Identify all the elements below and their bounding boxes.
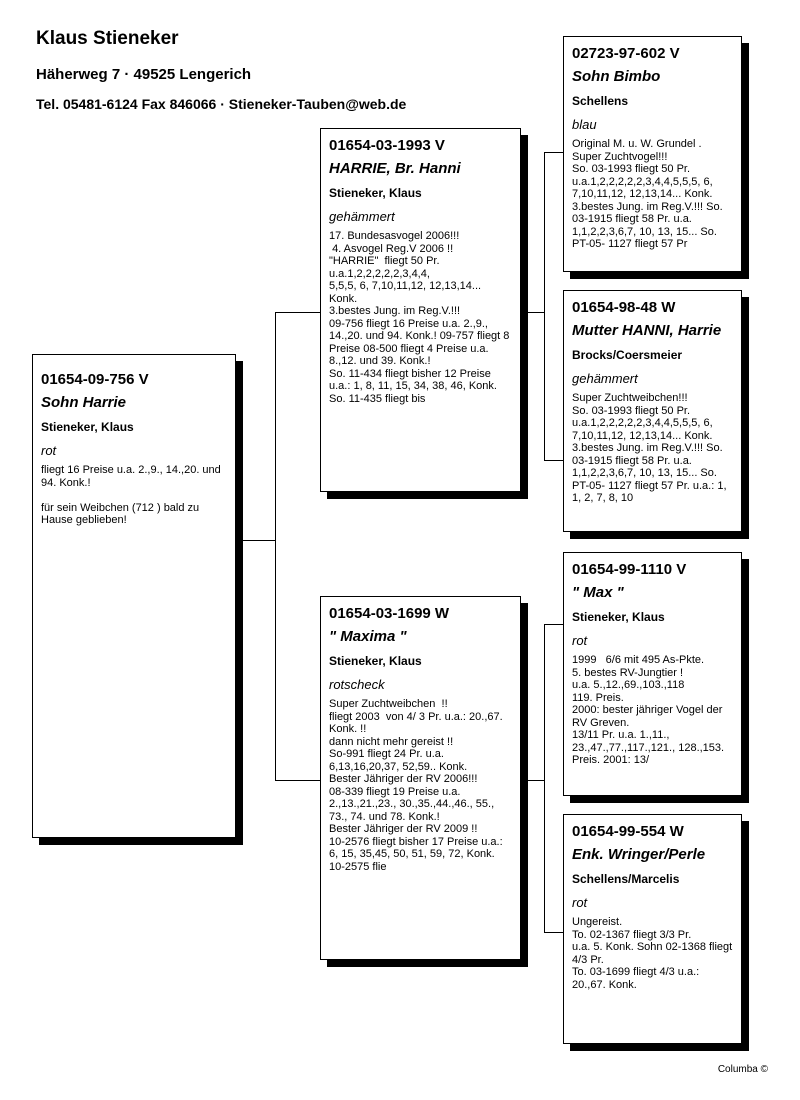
owner: Stieneker, Klaus (329, 654, 422, 668)
notes: Ungereist. To. 02-1367 fliegt 3/3 Pr. u.a. 5. Konk. Sohn 02-1368 fliegt 4/3 Pr. To. 03-1699 fliegt 4/3 u.a.: 20.,67. Konk. (572, 916, 733, 991)
connector-parents-vertical (275, 312, 276, 780)
feather-color: rotscheck (329, 677, 385, 692)
owner: Schellens/Marcelis (572, 872, 680, 886)
connector-ff (544, 152, 564, 153)
connector-father (275, 312, 320, 313)
father-father-card (563, 36, 742, 272)
notes: 17. Bundesasvogel 2006!!! 4. Asvogel Reg.V 2006 !! "HARRIE" fliegt 50 Pr. u.a.1,2,2,2,2,2,3,4,4, 5,5,5, 6, 7,10,11,12, 12,13,14... Konk. 3.bestes Jung. im Reg.V.!!! 09-756 fliegt 16 Preise u.a. 2.,9., 14.,20. und 94. Konk.! 09-757 fliegt 8 Preise 08-500 fliegt 4 Preise u.a. 8.,12. und 39. Konk.! So. 11-434 fliegt bisher 12 Preise u.a.: 1, 8, 11, 15, 34, 38, 46, Konk. So. 11-435 fliegt bis (329, 230, 510, 405)
connector-mf (544, 624, 564, 625)
pigeon-name: " Maxima " (329, 628, 407, 645)
breeder-address: Häherweg 7 · 49525 Lengerich (36, 66, 252, 83)
owner: Brocks/Coersmeier (572, 348, 683, 362)
pigeon-name: " Max " (572, 584, 624, 601)
ring-number: 01654-03-1993 V (329, 137, 445, 154)
feather-color: rot (41, 443, 57, 458)
feather-color: gehämmert (572, 371, 638, 386)
pigeon-name: Sohn Bimbo (572, 68, 661, 85)
connector-fm (544, 460, 564, 461)
connector-mother-out (520, 780, 544, 781)
breeder-name: Klaus Stieneker (36, 28, 179, 49)
feather-color: blau (572, 117, 597, 132)
mother-father-card (563, 552, 742, 796)
owner: Stieneker, Klaus (572, 610, 665, 624)
footer-credit: Columba © (717, 1064, 768, 1075)
notes: Original M. u. W. Grundel . Super Zuchtvogel!!! So. 03-1993 fliegt 50 Pr. u.a.1,2,2,2,2,2,3,4,4,5,5,5, 6, 7,10,11,12, 12,13,14... Konk. 3.bestes Jung. im Reg.V.!!! So. 03-1915 fliegt 58 Pr. u.a. 1,1,2,2,3,6,7, 10, 13, 15... So. PT-05- 1127 fliegt 57 Pr (572, 138, 723, 250)
feather-color: rot (572, 633, 588, 648)
connector-subject (235, 540, 275, 541)
notes: fliegt 16 Preise u.a. 2.,9., 14.,20. und 94. Konk.! für sein Weibchen (712 ) bald zu Hause geblieben! (41, 464, 221, 526)
feather-color: rot (572, 895, 588, 910)
father-card (320, 128, 521, 492)
ring-number: 02723-97-602 V (572, 45, 680, 62)
ring-number: 01654-99-1110 V (572, 561, 687, 578)
owner: Schellens (572, 94, 629, 108)
mother-mother-card (563, 814, 742, 1044)
connector-father-grandparents (544, 152, 545, 460)
owner: Stieneker, Klaus (329, 186, 422, 200)
pigeon-name: HARRIE, Br. Hanni (329, 160, 461, 177)
mother-card (320, 596, 521, 960)
ring-number: 01654-98-48 W (572, 299, 676, 316)
pigeon-name: Enk. Wringer/Perle (572, 846, 706, 863)
feather-color: gehämmert (329, 209, 395, 224)
connector-mm (544, 932, 564, 933)
ring-number: 01654-09-756 V (41, 371, 149, 388)
connector-mother-grandparents (544, 624, 545, 932)
connector-mother (275, 780, 320, 781)
subject-card (32, 354, 236, 838)
breeder-contact: Tel. 05481-6124 Fax 846066 · Stieneker-Tauben@web.de (36, 96, 407, 112)
notes: Super Zuchtweibchen!!! So. 03-1993 fliegt 50 Pr. u.a.1,2,2,2,2,2,3,4,4,5,5,5, 6, 7,10,11,12, 12,13,14... Konk. 3.bestes Jung. im Reg.V.!!! So. 03-1915 fliegt 58 Pr. u.a. 1,1,2,2,3,6,7, 10, 13, 15... So. PT-05- 1127 fliegt 57 Pr. u.a.: 1, 1, 2, 7, 8, 10 (572, 392, 727, 504)
ring-number: 01654-99-554 W (572, 823, 684, 840)
pigeon-name: Sohn Harrie (41, 394, 127, 411)
father-mother-card (563, 290, 742, 532)
notes: 1999 6/6 mit 495 As-Pkte. 5. bestes RV-Jungtier ! u.a. 5.,12.,69.,103.,118 119. Preis. 2000: bester jähriger Vogel der RV Greven. 13/11 Pr. u.a. 1.,11., 23.,47.,77.,117.,121., 128.,153. Preis. 2001: 13/ (572, 654, 725, 766)
owner: Stieneker, Klaus (41, 420, 134, 434)
connector-father-out (520, 312, 544, 313)
ring-number: 01654-03-1699 W (329, 605, 450, 622)
notes: Super Zuchtweibchen !! fliegt 2003 von 4/ 3 Pr. u.a.: 20.,67. Konk. !! dann nicht mehr gereist !! So-991 fliegt 24 Pr. u.a. 6,13,16,20,37, 52,59.. Konk. Bester Jähriger der RV 2006!!! 08-339 fliegt 19 Preise u.a. 2.,13.,21.,23., 30.,35.,44.,46., 55., 73., 74. und 78. Konk.! Bester Jähriger der RV 2009 !! 10-2576 fliegt bisher 17 Preise u.a.: 6, 15, 35,45, 50, 51, 59, 72, Konk. 10-2575 flie (329, 698, 503, 873)
pigeon-name: Mutter HANNI, Harrie (572, 322, 722, 339)
